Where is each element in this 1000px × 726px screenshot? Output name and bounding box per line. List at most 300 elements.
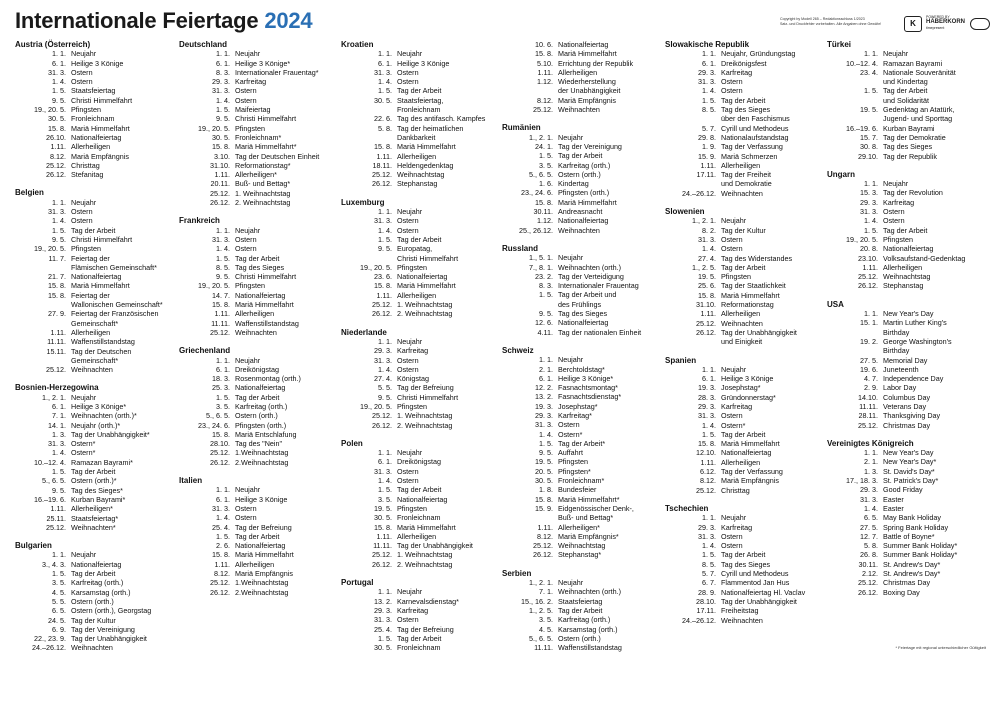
holiday-row: [340, 49, 498, 58]
holiday-date: 1. 4.: [539, 429, 553, 439]
holiday-name: Rosenmontag (orth.): [235, 374, 301, 384]
holiday-row: [178, 578, 336, 587]
holiday-date: 13. 2.: [535, 392, 553, 402]
holiday-date: 1. 5.: [864, 86, 878, 96]
holiday-date: 5. 8.: [378, 123, 392, 133]
holiday-row: [14, 281, 172, 290]
column-3: [340, 40, 498, 652]
holiday-name: Pfingsten: [397, 401, 427, 411]
holiday-date: 29. 3.: [535, 410, 553, 420]
holiday-name: Karnevalsdienstag*: [397, 596, 459, 606]
holiday-row: [501, 365, 659, 374]
holiday-date: 19. 5.: [860, 105, 878, 115]
holiday-date: 1. 5.: [216, 531, 230, 541]
copyright-line: Copyright by Modell 265 – Redaktionsschluss 1/2023: [780, 17, 865, 21]
holiday-row: [664, 337, 822, 346]
holiday-date: 19., 20. 5.: [34, 105, 66, 115]
holiday-name: Weihnachten (orth.): [558, 262, 621, 272]
holiday-name: Ostern: [883, 216, 905, 226]
holiday-row: [14, 643, 172, 652]
holiday-name: Neujahr: [721, 216, 747, 226]
holiday-row: [664, 309, 822, 318]
holiday-date: 3. 5.: [216, 401, 230, 411]
holiday-row: [178, 114, 336, 123]
holiday-name: Tag der Unabhängigkeit: [71, 634, 147, 644]
holiday-date: 5. 5.: [378, 383, 392, 393]
holiday-date: 1. 5.: [52, 569, 66, 579]
holiday-date: 25.12.: [46, 365, 66, 375]
holiday-date: 15. 8.: [212, 550, 230, 560]
holiday-date: 6. 1.: [52, 58, 66, 68]
holiday-date: 31. 3.: [212, 503, 230, 513]
holiday-row: [664, 541, 822, 550]
holiday-row: [664, 272, 822, 281]
holiday-date: 6. 1.: [539, 373, 553, 383]
holiday-date: 1. 4.: [52, 448, 66, 458]
holiday-name: Tag der Demokratie: [883, 132, 946, 142]
holiday-row: [14, 170, 172, 179]
holiday-row: [501, 448, 659, 457]
holiday-date: 31. 3.: [698, 77, 716, 87]
holiday-row: [14, 300, 172, 309]
holiday-name: Weihnachten*: [71, 522, 116, 532]
holiday-name: 2. Weihnachtstag: [397, 309, 453, 319]
holiday-name: und Solidarität: [883, 95, 929, 105]
holiday-date: 1. 5.: [702, 95, 716, 105]
holiday-date: 26.12.: [210, 198, 230, 208]
holiday-date: 1. 9.: [702, 142, 716, 152]
holiday-date: 15. 8.: [535, 197, 553, 207]
holiday-row: [178, 226, 336, 235]
holiday-row: [664, 588, 822, 597]
holiday-row: [826, 142, 984, 151]
country-heading: Bulgarien: [15, 541, 52, 551]
holiday-row: [664, 606, 822, 615]
holiday-row: [340, 152, 498, 161]
holiday-row: [14, 49, 172, 58]
country-heading: Rumänien: [502, 123, 541, 133]
holiday-date: 1. 4.: [864, 503, 878, 513]
holiday-row: [826, 198, 984, 207]
holiday-date: 9. 5.: [216, 114, 230, 124]
holiday-date: 1. 5.: [702, 550, 716, 560]
holiday-name: Tag der Arbeit: [883, 86, 928, 96]
holiday-date: 15. 8.: [374, 522, 392, 532]
holiday-row: [501, 318, 659, 327]
holiday-name: Tag des Sieges: [235, 262, 285, 272]
holiday-name: 2. Weihnachtstag: [397, 420, 453, 430]
holiday-row: [664, 291, 822, 300]
holiday-date: 8.12.: [214, 569, 230, 579]
holiday-name: Tag der Arbeit: [721, 95, 766, 105]
holiday-name: Birthday: [883, 346, 910, 356]
holiday-row: [340, 495, 498, 504]
holiday-row: [340, 597, 498, 606]
holiday-name: Tag der Arbeit: [721, 429, 766, 439]
holiday-name: Ostern (orth.)*: [71, 476, 117, 486]
holiday-date: 15. 8.: [48, 123, 66, 133]
holiday-date: 28.10.: [696, 596, 716, 606]
holiday-date: 1. 5.: [52, 86, 66, 96]
holiday-row: [340, 133, 498, 142]
holiday-name: Heldengedenktag: [397, 160, 454, 170]
holiday-row: [826, 356, 984, 365]
country-heading: Bosnien-Herzegowina: [15, 383, 99, 393]
holiday-date: 14. 1.: [48, 420, 66, 430]
holiday-row: [501, 513, 659, 522]
holiday-date: 1. 1.: [702, 513, 716, 523]
holiday-name: Ostern*: [721, 420, 746, 430]
holiday-row: [340, 541, 498, 550]
holiday-date: 5. 7.: [702, 123, 716, 133]
country-heading: Polen: [341, 438, 363, 448]
holiday-date: 1. 5.: [378, 485, 392, 495]
holiday-date: 1. 5.: [539, 290, 553, 300]
holiday-date: 11.11.: [211, 318, 230, 328]
holiday-date: 1.11.: [700, 457, 716, 467]
holiday-date: 25.12.: [372, 550, 392, 560]
holiday-date: 9. 5.: [216, 272, 230, 282]
holiday-row: [14, 458, 172, 467]
holiday-name: Karfreitag: [235, 77, 267, 87]
holiday-row: [340, 77, 498, 86]
holiday-name: Neujahr: [558, 578, 584, 588]
holiday-name: Karfreitag*: [558, 410, 592, 420]
holiday-name: 1. Weihnachtstag: [397, 300, 453, 310]
holiday-date: 1.12.: [537, 216, 553, 226]
holiday-name: Weihnachten (orth.)*: [71, 411, 137, 421]
holiday-name: Jugend- und Sporttag: [883, 114, 953, 124]
holiday-date: 15. 8.: [48, 290, 66, 300]
holiday-date: 1.11.: [214, 559, 230, 569]
holiday-date: 16.–19. 6.: [846, 123, 878, 133]
holiday-date: [14, 319, 66, 328]
holiday-name: Neujahr: [397, 49, 423, 59]
holiday-row: [178, 588, 336, 597]
holiday-date: 1. 8.: [539, 485, 553, 495]
holiday-name: Mariä Himmelfahrt: [721, 439, 780, 449]
holiday-row: [664, 328, 822, 337]
holiday-date: 1. 4.: [702, 420, 716, 430]
holiday-row: [14, 578, 172, 587]
holiday-date: 5. 8.: [864, 541, 878, 551]
holiday-name: Gemeinschaft*: [71, 355, 119, 365]
holiday-date: 29.10.: [858, 151, 878, 161]
holiday-row: [178, 504, 336, 513]
holiday-row: [340, 421, 498, 430]
holiday-row: [664, 616, 822, 625]
holiday-name: Tag der Arbeit: [721, 550, 766, 560]
holiday-row: [826, 411, 984, 420]
holiday-row: [826, 476, 984, 485]
holiday-date: [826, 96, 878, 105]
holiday-date: 25.12.: [372, 411, 392, 421]
holiday-row: [501, 467, 659, 476]
holiday-date: 5.10.: [537, 58, 553, 68]
holiday-date: [340, 254, 392, 263]
holiday-name: Wiederherstellung: [558, 77, 616, 87]
holiday-row: [178, 448, 336, 457]
holiday-name: Tag der Republik: [883, 151, 937, 161]
holiday-date: 2. 9.: [864, 383, 878, 393]
holiday-row: [826, 254, 984, 263]
holiday-row: [826, 96, 984, 105]
holiday-row: [14, 402, 172, 411]
holiday-date: 19. 5.: [535, 457, 553, 467]
holiday-name: Ostern (orth.): [235, 411, 278, 421]
holiday-row: [340, 244, 498, 253]
holiday-name: Feiertag der: [71, 253, 110, 263]
holiday-row: [664, 439, 822, 448]
holiday-name: Allerheiligen: [235, 309, 275, 319]
holiday-name: Tag der heimatlichen: [397, 123, 464, 133]
holiday-date: 1. 1.: [702, 49, 716, 59]
holiday-name: Nationalfeiertag: [558, 318, 609, 328]
holiday-date: 23. 4.: [860, 67, 878, 77]
holiday-name: 2. Weihnachtstag: [397, 559, 453, 569]
holiday-row: [826, 560, 984, 569]
holiday-name: Columbus Day: [883, 392, 931, 402]
holiday-row: [178, 189, 336, 198]
holiday-name: Tag der Unabhängigkeit: [721, 596, 797, 606]
holiday-date: [501, 300, 553, 309]
holiday-date: 1. 5.: [702, 429, 716, 439]
holiday-date: 25.12.: [858, 272, 878, 282]
holiday-name: Neujahr: [397, 448, 423, 458]
holiday-name: Mariä Himmelfahrt: [397, 522, 456, 532]
holiday-date: 1.11.: [376, 531, 392, 541]
holiday-row: [501, 430, 659, 439]
holiday-row: [178, 124, 336, 133]
holiday-row: [501, 40, 659, 49]
holiday-date: 19. 6.: [860, 364, 878, 374]
holiday-row: [501, 68, 659, 77]
holiday-row: [501, 485, 659, 494]
holiday-date: 1. 3.: [52, 429, 66, 439]
holiday-row: [178, 170, 336, 179]
holiday-name: Ostern (orth.): [71, 596, 114, 606]
country-heading: Serbien: [502, 568, 532, 578]
holiday-name: 1. Weihnachtstag: [397, 411, 453, 421]
holiday-date: 1. 4.: [378, 476, 392, 486]
holiday-name: Karfreitag: [397, 605, 429, 615]
holiday-name: Mariä Schmerzen: [721, 151, 778, 161]
holiday-row: [178, 374, 336, 383]
holiday-name: Mariä Himmelfahrt: [558, 49, 617, 59]
country-heading: Tschechien: [665, 503, 709, 513]
holiday-date: 29. 3.: [698, 522, 716, 532]
holiday-date: 31. 3.: [374, 615, 392, 625]
holiday-name: Reformationstag*: [235, 160, 291, 170]
holiday-name: Easter: [883, 503, 904, 513]
holiday-date: 27. 5.: [860, 355, 878, 365]
holiday-name: Neujahr: [235, 225, 261, 235]
holiday-date: 1. 5.: [52, 467, 66, 477]
holiday-name: Internationaler Frauentag: [558, 281, 639, 291]
holiday-row: [178, 244, 336, 253]
holiday-date: 25.12.: [210, 327, 230, 337]
holiday-date: 23. 2.: [535, 271, 553, 281]
holiday-name: Cyrill und Methodeus: [721, 123, 789, 133]
holiday-row: [340, 411, 498, 420]
holiday-row: [501, 587, 659, 596]
holiday-name: George Washington's: [883, 336, 952, 346]
holiday-date: 1. 1.: [378, 336, 392, 346]
holiday-row: [826, 152, 984, 161]
holiday-row: [14, 198, 172, 207]
holiday-name: Independence Day: [883, 374, 944, 384]
holiday-name: Neujahr: [397, 336, 423, 346]
holiday-name: Cyrill und Methodeus: [721, 569, 789, 579]
holiday-date: 30. 5.: [212, 132, 230, 142]
holiday-date: 1. 1.: [378, 587, 392, 597]
holiday-row: [826, 365, 984, 374]
holiday-row: [826, 59, 984, 68]
holiday-date: 1. 1.: [864, 309, 878, 319]
holiday-date: 23. 6.: [374, 272, 392, 282]
column-5: [664, 40, 822, 625]
holiday-name: St. Patrick's Day*: [883, 476, 939, 486]
holiday-name: Ostern: [721, 77, 743, 87]
holiday-name: Feiertag der: [71, 290, 110, 300]
holiday-date: 3.10.: [214, 151, 230, 161]
holiday-row: [664, 569, 822, 578]
holiday-row: [664, 374, 822, 383]
holiday-date: 5., 6. 5.: [529, 169, 553, 179]
holiday-name: Nationalfeiertag: [235, 383, 286, 393]
holiday-row: [178, 541, 336, 550]
holiday-date: 26.10.: [46, 132, 66, 142]
holiday-row: [178, 86, 336, 95]
holiday-date: 6. 1.: [216, 58, 230, 68]
holiday-name: Gründonnerstag*: [721, 392, 776, 402]
holiday-name: May Bank Holiday: [883, 513, 941, 523]
holiday-name: Fasnachtsdienstag*: [558, 392, 622, 402]
holiday-date: 15. 8.: [212, 142, 230, 152]
holiday-name: Eidgenössischer Denk-,: [558, 503, 634, 513]
holiday-date: 20. 5.: [535, 466, 553, 476]
holiday-name: Ostern: [235, 234, 257, 244]
holiday-name: Karfreitag: [721, 67, 753, 77]
holiday-row: [826, 226, 984, 235]
holiday-name: Josephstag*: [558, 401, 598, 411]
holiday-row: [501, 300, 659, 309]
holiday-row: [14, 291, 172, 300]
page-title: [15, 8, 312, 34]
holiday-row: [14, 486, 172, 495]
holiday-name: Pfingsten: [397, 503, 427, 513]
holiday-row: [664, 216, 822, 225]
holiday-name: Heilige 3 Könige: [71, 58, 124, 68]
holiday-row: [664, 281, 822, 290]
holiday-name: Summer Bank Holiday*: [883, 550, 958, 560]
holiday-row: [826, 402, 984, 411]
holiday-row: [501, 49, 659, 58]
holiday-date: 31. 3.: [48, 67, 66, 77]
holiday-name: Veterans Day: [883, 401, 927, 411]
holiday-row: [14, 337, 172, 346]
holiday-row: [664, 170, 822, 179]
holiday-date: 26.12.: [696, 327, 716, 337]
holiday-row: [664, 411, 822, 420]
holiday-row: [826, 504, 984, 513]
holiday-name: Kindertag: [558, 179, 589, 189]
holiday-row: [340, 226, 498, 235]
holiday-name: Fronleichnam: [397, 643, 441, 653]
holiday-date: 27. 4.: [698, 253, 716, 263]
holiday-row: [340, 457, 498, 466]
holiday-name: Allerheiligen: [883, 262, 923, 272]
holiday-date: 1. 6.: [539, 179, 553, 189]
holiday-date: 9. 5.: [378, 392, 392, 402]
holiday-date: 1., 2. 1.: [529, 578, 553, 588]
holiday-name: Allerheiligen: [721, 457, 761, 467]
holiday-name: Ostern: [71, 67, 93, 77]
holiday-name: Nationalfeiertag: [71, 559, 122, 569]
holiday-date: 8.12.: [50, 151, 66, 161]
holiday-date: 21. 7.: [48, 272, 66, 282]
holiday-name: Tag des Sieges: [721, 105, 771, 115]
holiday-row: [501, 86, 659, 95]
holiday-row: [178, 383, 336, 392]
holiday-name: und Demokratie: [721, 179, 772, 189]
holiday-name: Ostern: [71, 207, 93, 217]
holiday-name: Kurban Bayrami: [883, 123, 935, 133]
holiday-date: 1. 1.: [216, 225, 230, 235]
holiday-name: 1.Weihnachtstag: [235, 578, 289, 588]
holiday-row: [340, 291, 498, 300]
holiday-date: 26.12.: [210, 457, 230, 467]
holiday-name: Josephstag*: [721, 383, 761, 393]
holiday-name: 2.Weihnachtstag: [235, 457, 289, 467]
holiday-date: 23., 24. 6.: [521, 188, 553, 198]
country-heading: Spanien: [665, 355, 697, 365]
holiday-name: Battle of Boyne*: [883, 531, 935, 541]
holiday-date: 6. 1.: [378, 58, 392, 68]
holiday-row: [178, 402, 336, 411]
holiday-name: Nationalfeiertag: [71, 272, 122, 282]
holiday-date: 1. 4.: [378, 364, 392, 374]
holiday-date: 6. 7.: [702, 578, 716, 588]
footnote: * Feiertage mit regional unterschiedlicher Gültigkeit: [895, 645, 986, 650]
holiday-date: 1. 4.: [216, 513, 230, 523]
holiday-row: [826, 114, 984, 123]
holiday-row: [178, 198, 336, 207]
holiday-row: [501, 198, 659, 207]
holiday-row: [664, 189, 822, 198]
holiday-date: 26.12.: [372, 179, 392, 189]
holiday-row: [340, 105, 498, 114]
holiday-date: [664, 179, 716, 188]
holiday-row: [826, 569, 984, 578]
holiday-date: 2.12.: [862, 569, 878, 579]
holiday-date: 3. 5.: [539, 160, 553, 170]
holiday-date: 20.11.: [210, 179, 230, 189]
holiday-row: [664, 68, 822, 77]
holiday-name: 1. Weihnachtstag: [397, 550, 453, 560]
holiday-date: 4.11.: [537, 327, 553, 337]
holiday-row: [501, 392, 659, 401]
holiday-name: Labor Day: [883, 383, 917, 393]
country-heading: Luxemburg: [341, 197, 385, 207]
holiday-name: Spring Bank Holiday: [883, 522, 949, 532]
holiday-date: [664, 337, 716, 346]
holiday-row: [340, 142, 498, 151]
holiday-row: [340, 254, 498, 263]
holiday-name: Mariä Himmelfahrt: [558, 197, 617, 207]
holiday-row: [178, 281, 336, 290]
holiday-date: 5. 5.: [52, 596, 66, 606]
